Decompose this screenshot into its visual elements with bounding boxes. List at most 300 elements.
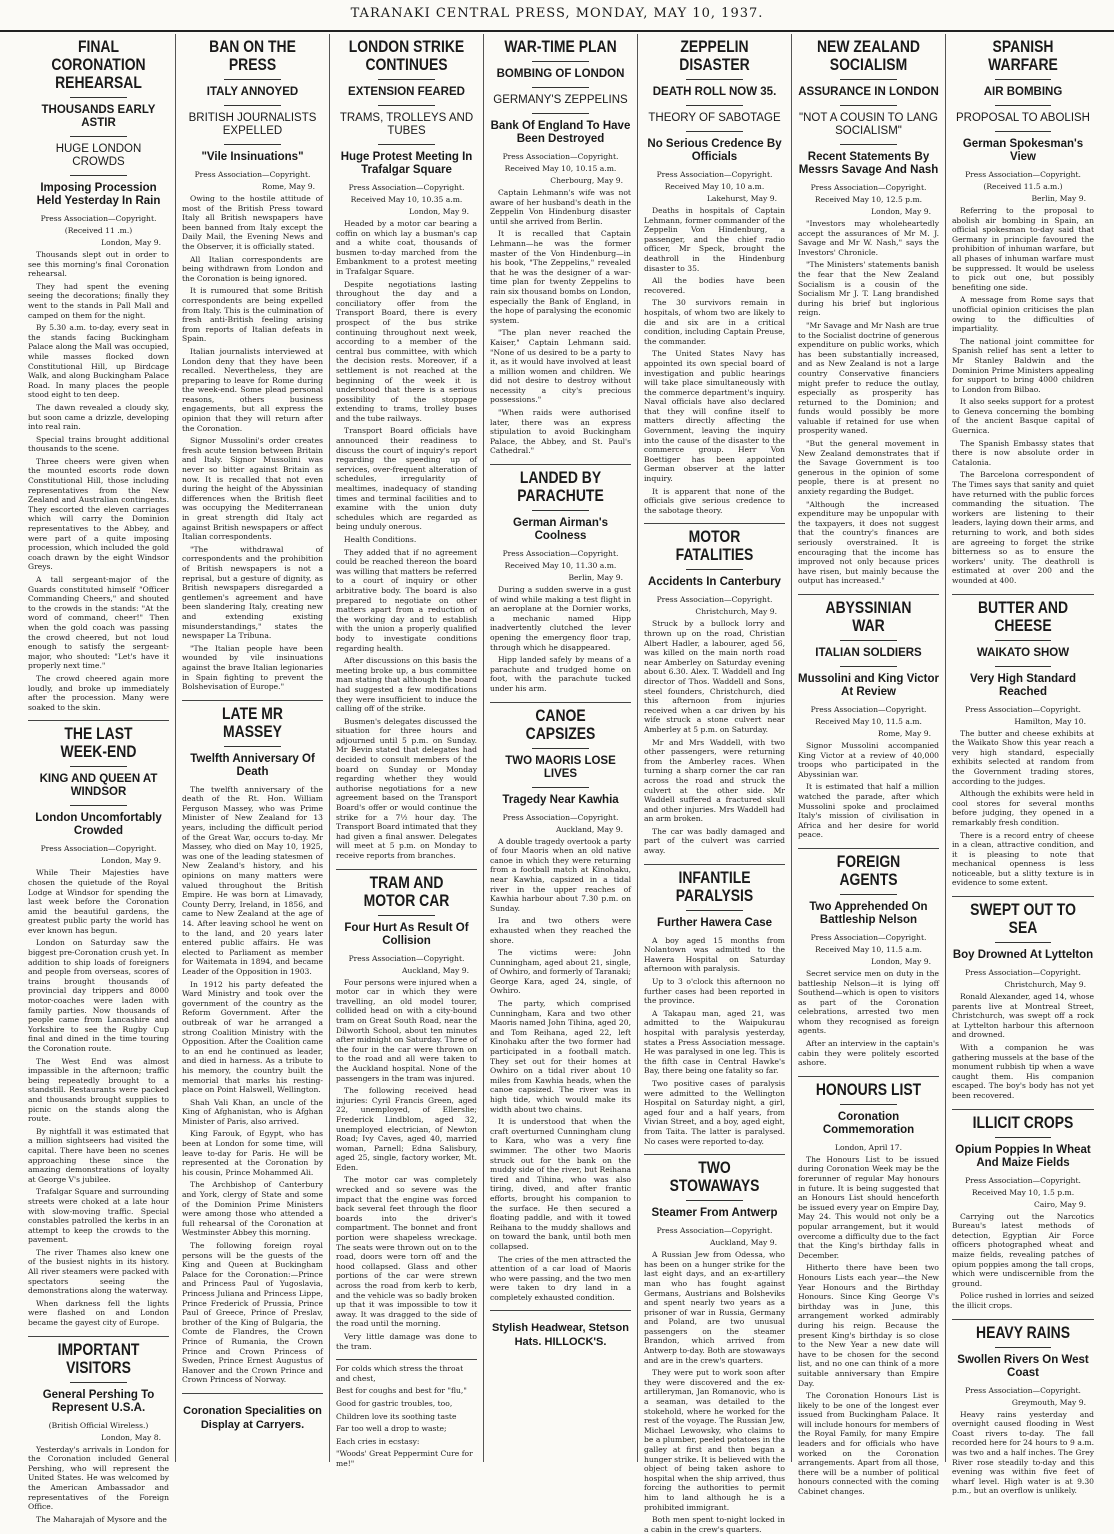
story [798, 1076, 939, 1497]
story-paragraph: "Mr Savage and Mr Nash are true to the Socialist doctrine of generous expenditure on public works, which has been substantially increased, and as New Zealand is not a large country Conservative financiers might prefer to reduce the outlay, especially as prosperity has returned to the Dominion; and funds would possibly be more valuable if retained for use when prosperity waned. [798, 320, 939, 436]
poem-line: Best for coughs and best for "flu," [336, 1386, 467, 1396]
story [490, 38, 631, 456]
story-headline: ABYSSINIAN WAR [825, 597, 912, 635]
story [644, 1154, 785, 1534]
story [490, 702, 631, 1303]
story-subhead: ITALIAN SOLDIERS [815, 646, 922, 659]
story-dateline: Auckland, May 9. [709, 1238, 777, 1248]
story-headline: SPANISH WARFARE [988, 37, 1058, 74]
poem-line: "Woods' Great Peppermint Cure for me!" [336, 1449, 473, 1468]
story-paragraph: The cries of the men attracted the attention of a car load of Maoris who were passing, and the two men were taken to dry land in a completely exhausted condition. [490, 1254, 631, 1302]
story-paragraph: Hitherto there have been two Honours Lists each year—the New Year Honours and the Birthday Honours. Since King George V's birthday was in June, this arrangement worked admirably during his reign. Because the present King's birthday is so close to the New Year a new date will have to be chosen for the second list, and no one can think of a more suitable anniversary than Empire Day. [798, 1263, 939, 1388]
story-paragraph: "When raids were authorised later, there was an express stipulation to avoid Buckingham Palace, the Abbey, and St. Paul's Cathedral." [490, 408, 631, 456]
story-paragraph: The following foreign royal persons will be the guests of the King and Queen at Buckingham Palace for the Coronation:—Prince and Princess Paul of Yugoslavia, Princess Juliana and Princess Lippe, Prince Frederick of Prussia, Prince Paul of Greece, Prince of Preslav, brother of the King of Bulgaria, the Comte de Flandres, the Crown Prince of Rumania, the Crown Prince and Crown Princess of Sweden, Prince Ernest Augustus of Hanover and the Crown Prince and Crown Princess of Norway. [182, 1241, 323, 1385]
story [28, 1336, 169, 1525]
story-headline: FOREIGN AGENTS [836, 851, 901, 889]
headline-rule [378, 915, 434, 916]
story-deck: Two Apprehended On Battleship Nelson [809, 900, 928, 926]
story-paragraph: After discussions on this basis the meeting broke up, a bus committee man stating that although the board had suggested a few modifications they were insufficient to induce the calling off of the strike. [336, 656, 477, 714]
headline-rule [995, 1137, 1052, 1138]
headline-rule [840, 1104, 896, 1105]
story-paragraph: The Spanish Embassy states that there is now absolute order in Catalonia. [952, 438, 1094, 467]
story-dateline: Press Association—Copyright. [965, 1385, 1081, 1395]
column-3 [330, 34, 484, 1468]
story-dateline: Christchurch, May 9. [1004, 980, 1086, 990]
story-dateline: Received May 10, 1.5 p.m. [971, 1187, 1075, 1197]
subhead-rule [532, 787, 588, 788]
story-paragraph: The United States Navy has appointed its own special board of investigation and public hearings will take place simultaneously with the commerce department's inquiry. Naval officials have also declared that they will confine itself to matters directly affecting the Government, leaving the inquiry into the cause of the disaster to the commerce group. Herr Von Boettiger has been appointed German observer at the latter inquiry. [644, 349, 785, 484]
story-dateline: (Received 11 .m.) [64, 226, 133, 235]
story [952, 38, 1094, 586]
story-headline: WAR-TIME PLAN [504, 37, 617, 56]
story-paragraph: Busmen's delegates discussed the situation for three hours and adjourned until 5 p.m. on Sunday. Mr Bevin stated that delegates had decided to consult members of the board on Sunday or Monday regarding whether they would authorise negotiations for a new agreement based on the Transport Board's offer or would continue the strike for a 7½ hour day. The Transport Board intimated that they had given a final answer. Delegates will meet at 5 p.m. on Monday to receive reports from branches. [336, 716, 477, 860]
headline-rule [840, 79, 896, 80]
story-dateline: London, May 8. [101, 1432, 161, 1442]
story-dateline: Press Association—Copyright. [810, 183, 927, 192]
headline-rule [686, 569, 742, 570]
divider [490, 1310, 631, 1311]
story-dateline: London, May 9. [101, 238, 161, 247]
story-paragraph: They added that if no agreement could be reached thereon the board was willing that matters be referred to a court of inquiry or other arbitrative body. The board is also prepared to negotiate on other matters apart from a reduction of the working day and to establish with the union a properly qualified body to investigate conditions regarding health. [336, 547, 477, 653]
story-dateline: Greymouth, May 9. [1011, 1397, 1086, 1407]
story-dateline: Received May 10, 10.35 a.m. [350, 195, 463, 204]
story-paragraph: London on Saturday saw the biggest pre-Coronation crush yet. In addition to ship loads of foreigners and people from overseas, scores of trains brought thousands of provincial day trippers and 8000 motor-coaches were laden with family parties. Now thousands of people came from Lancashire and Yorkshire to see the Rugby Cup final and dined in the time touring the Coronation route. [28, 938, 169, 1053]
story-paragraph: Special trains brought additional thousands to the scene. [28, 434, 169, 454]
story-dateline: Cherbourg, May 9. [550, 176, 623, 185]
divider [952, 896, 1094, 897]
story-paragraph: With a companion he was gathering mussels at the base of the monument rubbish tip when a wave caught them. His companion escaped. The boy's body has not yet been recovered. [952, 1043, 1094, 1100]
story-headline: HONOURS LIST [815, 1079, 922, 1099]
column-1 [22, 34, 176, 1524]
divider [952, 594, 1094, 595]
story-paragraph: "The withdrawal of correspondents and the prohibition of British newspapers is not a reprisal, but a gesture of dignity, as British newspapers disregarded a gentlemen's agreement and have been slandering Italy, creating new and extending existing misunderstandings," states the newspaper La Tribuna. [182, 544, 323, 641]
divider [182, 700, 323, 701]
story-paragraph: The Honours List to be issued during Coronation Week may be the forerunner of regular May honours in future. It is being suggested that an Honours List should henceforth be issued every year on Empire Day, May 24. This would not only be a popular arrangement, but it would overcome a difficulty due to the fact that the King's birthday falls in December. [798, 1154, 939, 1260]
divider [798, 594, 939, 595]
story-paragraph: The dawn revealed a cloudy sky, but soon came a drizzle, developing into real rain. [28, 402, 169, 432]
story-headline: TWO STOWAWAYS [669, 1158, 760, 1196]
story-paragraph: Signor Mussolini accompanied King Victor at a review of 40,000 troops who participated in the Abyssinian war. [798, 740, 939, 779]
story-paragraph: "Investors may wholeheartedly accept the assurances of Mr M. J. Savage and Mr W. Nash," says the Investors' Chronicle. [798, 219, 939, 257]
subhead-rule [686, 105, 742, 106]
headline-rule [532, 748, 588, 749]
story-subhead: ITALY ANNOYED [206, 86, 299, 98]
story-paragraph: By 5.30 a.m. to-day, every seat in the stands facing Buckingham Palace along the Mall was occupied, while masses flocked down Constitutional Hill, up Birdcage Walk, and along Buckingham Palace Road. In many places the people stood eight to ten deep. [28, 323, 169, 400]
story [798, 848, 939, 1068]
story-paragraph: They were put to work soon after they were discovered and the ex-artilleryman, Jan Romanovic, who is a seaman, was detailed to the stokehold, where he worked for the rest of the voyage. The Russian Jew, Michael Lewowsky, who claims to be a plumber, peeled potatoes in the galley at first and then began a hunger strike. It is believed with the object of being taken ashore to hospital when the ship arrived, thus forcing the authorities to permit him to land although he is a prohibited immigrant. [644, 1368, 785, 1512]
story-dateline: Received May 10, 11.5 a.m. [815, 944, 922, 954]
story-paragraph: The butter and cheese exhibits at the Waikato Show this year reach a very high standard, especially exhibits selected at random from the Government trading stores, according to the judges. [952, 728, 1094, 786]
column-6 [792, 34, 946, 1497]
story-deck: Swollen Rivers On West Coast [957, 1353, 1089, 1379]
headline-rule [378, 79, 434, 80]
story-paragraph: Yesterday's arrivals in London for the Coronation included General Pershing, who will represent the United States. He was welcomed by the American Ambassador and representatives of the Foreign Office. [28, 1444, 169, 1512]
story-dateline: Lakehurst, May 9. [706, 194, 777, 203]
story-dateline: Press Association—Copyright. [502, 812, 619, 822]
story-dateline: Hamilton, May 10. [1014, 716, 1086, 726]
story-paragraph: Health Conditions. [344, 535, 417, 544]
divider [490, 464, 631, 465]
story-paragraph: All the bodies have been recovered. [644, 276, 785, 295]
divider [798, 848, 939, 849]
story-dateline: Press Association—Copyright. [194, 170, 311, 179]
divider [28, 720, 169, 721]
story-headline: NEW ZEALAND SOCIALISM [816, 37, 920, 74]
story-headline: FINAL CORONATION REHEARSAL [51, 37, 146, 92]
story-paragraph: Ira and two others were exhausted when they reached the shore. [490, 916, 631, 945]
story-subhead: TRAMS, TROLLEYS AND TUBES [339, 112, 474, 137]
story-dateline: (British Official Wireless.) [48, 1420, 149, 1430]
story-dateline: Berlin, May 9. [568, 573, 623, 583]
story-deck: No Serious Credence By Officials [647, 138, 782, 163]
headline-rule [840, 640, 896, 641]
story-paragraph: In 1912 his party defeated the Ward Ministry and took over the government of the country as the Reform Government. After the outbreak of war he arranged a strong Coalition Ministry with the Opposition. After the Coalition came to an end he continued as leader, and died in harness. As a tribute to his memory, the country built the memorial that marks his resting-place on Point Halswell, Wellington. [182, 979, 323, 1095]
story [952, 594, 1094, 889]
story-dateline: Christchurch, May 9. [695, 607, 777, 617]
story-paragraph: Transport Board officials have announced their readiness to discuss the court of inquiry's report regarding the speeding up of services, over-frequent alteration of schedules, irregularity of mealtimes, inadequacy of standing times and terminal facilities and to examine with the union duty schedules which are regarded as being unduly onerous. [336, 426, 477, 532]
story-deck: Mussolini and King Victor At Review [798, 672, 939, 698]
story-paragraph: Two positive cases of paralysis were admitted to the Wellington Hospital on Saturday night, a girl, aged four and a half years, from Vivian Street, and a boy, aged eight, from Taita. The latter is paralysed. No cases were reported to-day. [644, 1078, 785, 1146]
story-headline: IMPORTANT VISITORS [57, 1339, 140, 1377]
story-headline: TRAM AND MOTOR CAR [363, 872, 450, 910]
story-paragraph: Struck by a bullock lorry and thrown up on the road, Christian Albert Hadler, a labourer, aged 56, was killed on the main north road near Amberley on Saturday evening about 6.30. Alex. T. Waddell and Ing director of Thos. Waddell and Sons, steel founders, Christchurch, died this afternoon from injuries received when a car driven by his wife struck a stone culvert near Amberley at 5 p.m. on Saturday. [644, 619, 785, 734]
story-dateline: London, April 17. [835, 1142, 902, 1152]
story-paragraph: Carrying out the Narcotics Bureau's latest methods of detection, Egyptian Air Force officers photographed wheat and maize fields, revealing patches of opium poppies among the tall crops, which were undiscernible from the ground. [952, 1211, 1094, 1288]
story-deck: London Uncomfortably Crowded [35, 812, 162, 838]
story [798, 594, 939, 840]
story-deck: Coronation Commemoration [822, 1110, 915, 1136]
story-paragraph: The Archbishop of Canterbury and York, clergy of State and some of the Dominion Prime Ministers were among those who attended a full rehearsal of the Coronation at Westminster Abbey this morning. [182, 1180, 323, 1238]
headline-rule [840, 894, 896, 895]
story-dateline: Rome, May 9. [261, 182, 315, 191]
story-dateline: Press Association—Copyright. [656, 1226, 773, 1236]
peppermint-cure-ad [336, 1359, 477, 1468]
headline-rule [532, 510, 588, 511]
story-headline: BUTTER AND CHEESE [977, 597, 1069, 635]
divider [644, 864, 785, 865]
story-dateline: Received May 10, 12.5 p.m. [814, 195, 923, 204]
story-deck: German Spokesman's View [962, 138, 1084, 163]
column-7 [946, 34, 1100, 1496]
story-headline: ILLICIT CROPS [972, 1112, 1074, 1132]
headline-rule [995, 942, 1052, 943]
story-subhead: WAIKATO SHOW [976, 646, 1070, 659]
subhead-rule [224, 144, 280, 145]
story-dateline: London, May 9. [871, 956, 931, 966]
story-dateline: (Received 11.5 a.m.) [983, 182, 1063, 191]
poem-line: Children love its soothing taste [336, 1411, 457, 1421]
story-deck: Steamer From Antwerp [651, 1207, 778, 1220]
column-5 [638, 34, 792, 1534]
story-paragraph: A Russian Jew from Odessa, who has been on a hunger strike for the last eight days, and an ex-artillery man who has fought against Germans, Austrians and Bolsheviks and spent nearly two years as a prisoner of war in Russia, Germany and Poland, are two unusual passengers on the steamer Brandon, which arrived from Antwerp to-day. Both are stowaways and are in the crew's quarters. [644, 1250, 785, 1365]
story-paragraph: A tall sergeant-major of the Guards constituted himself "Officer Commanding Cheers," and shouted to the crowds in the stands: "At the word of command, cheer!" Then when the gold coach was passing the crowd cheered, but not loud enough to satisfy the sergeant-major, who shouted: "Let's have it properly next time." [28, 575, 169, 671]
story-subhead: HUGE LONDON CROWDS [55, 143, 142, 168]
story-deck: Accidents In Canterbury [648, 576, 781, 589]
story-paragraph: Both men spent to-night locked in a cabin in the crew's quarters. [644, 1515, 785, 1534]
story-subhead: AIR BOMBING [983, 86, 1063, 98]
story-dateline: Received May 10, 10.15 a.m. [504, 164, 617, 173]
subhead-rule [995, 131, 1052, 132]
story-dateline: Press Association—Copyright. [965, 170, 1081, 179]
poem-line: Good for gastric troubles, too, [336, 1398, 453, 1408]
story-paragraph: Very little damage was done to the tram. [336, 1331, 477, 1351]
story-paragraph: Although the exhibits were held in cool stores for several months before judging, they opened in a remarkably fresh condition. [952, 789, 1094, 827]
story-paragraph: While Their Majesties have chosen the quietude of the Royal Lodge at Windsor for spending the last week before the Coronation amid the beautiful gardens, the greatest public party the world has ever known has begun. [28, 868, 169, 935]
story-paragraph: Deaths in hospitals of Captain Lehmann, former commander of the Zeppelin Von Hindenburg, a passenger, and the chief radio officer, Mr Speck, brought the deathroll in the Hindenburg disaster to 35. [644, 206, 785, 273]
story-deck: Further Hawera Case [656, 916, 773, 929]
story-deck: Bank Of England To Have Been Destroyed [490, 120, 631, 145]
story-paragraph: It is understood that when the craft overturned Cunningham clung to Kara, who was a very fine swimmer. The other two Maoris struck out for the bank on the muddy side of the river, but Reihana tired and Tihina, who was also tiring, dived, and after frantic efforts, brought his companion to the surface. He then secured a floating paddle, and with it towed Reihana to the muddy shallows and on toward the bank, until both men collapsed. [490, 1117, 631, 1251]
subhead-rule [378, 105, 434, 106]
headline-rule [995, 1347, 1052, 1348]
story-paragraph: The motor car was completely wrecked and so severe was the impact that the engine was forced back several feet through the floor boards into the driver's compartment. The bonnet and front portion were shapeless wreckage. The seats were thrown out on to the road, doors were torn off and the hood collapsed. Glass and other portions of the car were strewn across the road from kerb to kerb, and the vehicle was so badly broken up that it was impossible to tow it away. It was dragged to the side of the road until the morning. [336, 1175, 477, 1329]
story-paragraph: Ronald Alexander, aged 14, whose parents live at Montreal Street, Christchurch, was swept off a rock at Lyttelton harbour this afternoon and drowned. [952, 992, 1094, 1040]
story [952, 896, 1094, 1101]
story-deck: German Airman's Coolness [513, 517, 608, 543]
story-subhead: TWO MAORIS LOSE LIVES [505, 754, 616, 780]
story-paragraph: There is a record entry of cheese in a clean, attractive condition, and it is pleasing to note that mechanical openness is less noticeable, but a slitty texture is in evidence to some extent. [952, 830, 1094, 888]
story-deck: Imposing Procession Held Yesterday In Rain [36, 182, 161, 207]
story-paragraph: Thousands slept out in order to see this morning's final Coronation rehearsal. [28, 250, 169, 279]
story-dateline: Press Association—Copyright. [40, 844, 157, 854]
divider [336, 869, 477, 870]
story-subhead: "NOT A COUSIN TO LANG SOCIALISM" [799, 112, 938, 137]
story-paragraph: Referring to the proposal to abolish air bombing in Spain, an official spokesman to-day said that Germany in principle favoured the prohibition of inhuman warfare, but all phases of inhuman warfare must be suppressed. It would be useless to pick out one, but possibly benefiting one side. [952, 206, 1094, 292]
story-paragraph: The Maharajah of Mysore and the [36, 1514, 167, 1524]
story-paragraph: The 30 survivors remain in hospitals, of whom two are likely to die and six are in a critical condition, including Captain Preuse, the commander. [644, 298, 785, 346]
story [28, 720, 169, 1327]
story-dateline: Press Association—Copyright. [656, 595, 773, 605]
story-deck: Tragedy Near Kawhia [502, 793, 619, 806]
story [336, 869, 477, 1352]
story-paragraph: They had spent the evening seeing the decorations; finally they went to the stands in Pall Mall and camped on them for the night. [28, 281, 169, 320]
subhead-rule [995, 105, 1052, 106]
story-paragraph: Four persons were injured when a motor car in which they were travelling, an old model tourer, collided head on with a city-bound tram on Great South Road, near the Dilworth School, about ten minutes after midnight on Saturday. Three of the four in the car were thrown on to the road and all were taken to the Auckland hospital. None of the passengers in the tram was injured. [336, 977, 477, 1083]
subhead-rule [686, 131, 742, 132]
story [28, 38, 169, 712]
column-2 [176, 34, 330, 1462]
story-headline: HEAVY RAINS [976, 1322, 1070, 1342]
divider [644, 1154, 785, 1155]
story-subhead: PROPOSAL TO ABOLISH [955, 112, 1090, 124]
story-subhead: BOMBING OF LONDON [496, 68, 625, 80]
divider [952, 1109, 1094, 1110]
story-paragraph: It also seeks support for a protest to Geneva concerning the bombing of the ancient Basque capital of Guernica. [952, 397, 1094, 436]
story-paragraph: King Farouk, of Egypt, who has been at London for some time, will leave to-day for Paris. He will be represented at the Coronation by his cousin, Prince Mohammed Ali. [182, 1129, 323, 1177]
divider [798, 1076, 939, 1077]
story-paragraph: It is recalled that Captain Lehmann—he was the former master of the Von Hindenburg—in his book, "The Zeppelins," revealed that he was the designer of a war-time plan for twenty Zeppelins to rain six thousand bombs on London, especially the Bank of England, in the hope of paralysing the economic system. [490, 229, 631, 325]
headline-rule [70, 766, 126, 767]
story-paragraph: Despite negotiations lasting throughout the day and a conciliatory offer from the Transport Board, there is every prospect of the bus strike continuing throughout next week, according to a member of the central bus committee, with which the decision rests. Moreover, if a settlement is not reached at the beginning of the week it is understood that there is a serious possibility of the stoppage extending to trams, trolley buses and the tube railways. [336, 279, 477, 423]
story [644, 523, 785, 855]
story-subhead: ASSURANCE IN LONDON [798, 86, 939, 98]
story-paragraph: "The plan never reached the Kaiser," Captain Lehmann said. "None of us desired to be a party to it, as it would have involved at least a million women and children. We did not desire to destroy without necessity a city's precious possessions." [490, 328, 631, 405]
story-headline: INFANTILE PARALYSIS [675, 867, 754, 905]
story-paragraph: "The Italian people have been wounded by vile insinuations against the brave Italian legionaries in Spain fighting to prevent the Bolshevisation of Europe." [182, 643, 323, 692]
story-headline: BAN ON THE PRESS [209, 37, 296, 74]
story-paragraph: Headed by a motor car bearing a coffin on which lay a busman's cap and a white coat, thousands of busmen to-day marched from the Embankment to a protest meeting in Trafalgar Square. [336, 219, 477, 276]
story [182, 700, 323, 1385]
subhead-rule [70, 175, 126, 176]
story-deck: Huge Protest Meeting In Trafalgar Square [340, 151, 473, 176]
divider [644, 523, 785, 524]
headline-rule [686, 79, 742, 80]
subhead-rule [840, 666, 896, 667]
story [952, 1109, 1094, 1311]
story [952, 1319, 1094, 1496]
story-paragraph: The Barcelona correspondent of The Times says that sanity and quiet have returned with the public forces commanding the situation. The workers are listening to their leaders, laying down their arms, and returning to work, and both sides are agreeing to forget the strike bitterness so as to ensure the workers' unity. The deathroll is estimated at over 200 and the wounded at 400. [952, 470, 1094, 585]
story-paragraph: The river Thames also knew one of the busiest nights in its history. All river steamers were packed with spectators seeing the demonstrations along the waterway. [28, 1247, 169, 1296]
divider [490, 702, 631, 703]
story-paragraph: Up to 3 o'clock this afternoon no further cases had been reported in the province. [644, 977, 785, 1006]
story-paragraph: Secret service men on duty in the battleship Nelson—it is lying off Southend—which is open to visitors as part of the Coronation celebrations, arrested two men whom they recognised as foreign agents. [798, 968, 939, 1036]
story-dateline: London, May 9. [871, 207, 931, 216]
story-deck: General Pershing To Represent U.S.A. [42, 1388, 155, 1414]
story-subhead: DEATH ROLL NOW 35. [652, 86, 777, 98]
headline-rule [224, 746, 280, 747]
story-paragraph: Trafalgar Square and surrounding streets were choked at a late hour with slow-moving traffic. Special constables patrolled the kerbs in an attempt to keep the crowds to the pavement. [28, 1187, 169, 1245]
story-dateline: Press Association—Copyright. [348, 183, 465, 192]
story-paragraph: The twelfth anniversary of the death of the Rt. Hon. William Ferguson Massey, who was Prime Minister of New Zealand for 13 years, including the difficult period of the Great War, occurs to-day. Mr Massey, who died on May 10, 1925, was one of the leading statesmen of New Zealand's history, and his opinions on many matters were valued throughout the British Empire. He was born at Limavady, County Derry, Ireland, in 1856, and came to New Zealand at the age of 14. After leaving school he went on to the land, and 20 years later entered public affairs. He was elected to Parliament as member for Waitemata in 1894, and became Leader of the Opposition in 1903. [182, 784, 323, 976]
story-deck: Opium Poppies In Wheat And Maize Fields [955, 1143, 1091, 1169]
story-dateline: Received May 10, 10 a.m. [664, 182, 765, 191]
subhead-rule [840, 105, 896, 106]
story-dateline: Received May 10, 11.30 a.m. [504, 561, 617, 571]
story-dateline: Press Association—Copyright. [502, 549, 619, 559]
story-dateline: Press Association—Copyright. [40, 214, 157, 223]
story-paragraph: Hipp landed safely by means of a parachute and trudged home on foot, with the parachute tucked under his arm. [490, 655, 631, 693]
story-paragraph: A boy aged 15 months from Nolantown was admitted to the Hawera Hospital on Saturday afternoon with paralysis. [644, 935, 785, 974]
column-4 [484, 34, 638, 1462]
story-dateline: Press Association—Copyright. [810, 704, 927, 714]
story-deck: Twelfth Anniversary Of Death [190, 752, 315, 778]
story-paragraph: Shah Vali Khan, an uncle of the King of Afghanistan, who is Afghan Minister of Paris, also arrived. [182, 1097, 323, 1126]
story-paragraph: During a sudden swerve in a gust of wind while making a test flight in an aeroplane at the Dornier works, a mechanic named Hipp inadvertently clutched the lever opening the emergency floor trap, through which he disappeared. [490, 585, 631, 652]
headline-rule [532, 61, 588, 62]
story-subhead: GERMANY'S ZEPPELINS [493, 94, 628, 106]
story-subhead: THOUSANDS EARLY ASTIR [41, 104, 156, 129]
story-paragraph: After an interview in the captain's cabin they were politely escorted ashore. [798, 1039, 939, 1068]
story-paragraph: Three cheers were given when the mounted escorts rode down Constitutional Hill, those including representatives from the New Zealand and Australian contingents. They escorted the eleven carriages which will carry the Dominion representatives to the Abbey, and were part of a quite imposing procession, which included the gold coach drawn by the eight Windsor Greys. [28, 456, 169, 572]
masthead: TARANAKI CENTRAL PRESS, MONDAY, MAY 10, 1937. [0, 0, 1114, 32]
story-paragraph: "But the general movement in New Zealand demonstrates that if the Savage Government is too generous in the opinion of some people, there is at present no anxiety regarding the Budget. [798, 439, 939, 497]
story-deck: Boy Drowned At Lyttelton [952, 949, 1094, 962]
subhead-rule [70, 136, 126, 137]
columns-container [22, 34, 1102, 1534]
story-headline: MOTOR FATALITIES [675, 527, 754, 565]
story-dateline: London, May 9. [409, 207, 469, 216]
story-subhead: EXTENSION FEARED [348, 86, 465, 98]
story-dateline: London, May 9. [101, 856, 161, 866]
subhead-rule [378, 144, 434, 145]
subhead-rule [70, 805, 126, 806]
story-headline: THE LAST WEEK-END [60, 724, 137, 762]
story-paragraph: "Although the increased expenditure may be unpopular with the taxpayers, it does not suggest that the country's finances are seriously overstrained. It is encouraging that the income has improved not only because prices have risen, but mainly because the output has increased." [798, 499, 939, 586]
story-dateline: Press Association—Copyright. [810, 932, 927, 942]
story-dateline: Press Association—Copyright. [965, 968, 1081, 978]
story-paragraph: Police rushed in lorries and seized the illicit crops. [952, 1291, 1094, 1310]
story-subhead: BRITISH JOURNALISTS EXPELLED [188, 112, 317, 137]
story-paragraph: Italian journalists interviewed at London deny that they have been recalled. Nevertheless, they are preparing to leave for Rome during the week-end. Some plead personal reasons, others business engagements, but all express the opinion that they will return after the Coronation. [182, 346, 323, 433]
story-subhead: THEORY OF SABOTAGE [648, 112, 781, 124]
headline-rule [70, 97, 126, 98]
headline-rule [224, 79, 280, 80]
story-headline: CANOE CAPSIZES [525, 705, 596, 743]
story-subhead: KING AND QUEEN AT WINDSOR [39, 773, 158, 799]
story-headline: LATE MR MASSEY [222, 703, 283, 741]
story-deck: Very High Standard Reached [969, 672, 1077, 698]
story [644, 38, 785, 515]
story-dateline: Auckland, May 9. [555, 824, 623, 834]
advertisement: Coronation Specialities on Display at Carryers. [183, 1404, 322, 1431]
story [490, 464, 631, 694]
story-paragraph: A double tragedy overtook a party of four Maoris when an old native canoe in which they were returning from a football match at Kinohaku, near Kawhia, capsized in a tidal river in the upper reaches of Kawhia harbour about 7.30 p.m. on Sunday. [490, 836, 631, 913]
story [644, 864, 785, 1146]
story-paragraph: A Takapau man, aged 21, was admitted to the Waipukurau hospital with paralysis yesterday, states a Press Association message. He was paralysed in one leg. This is the fifth case in Central Hawke's Bay, there being one fatality so far. [644, 1008, 785, 1076]
poem-line: For colds which stress the throat and chest, [336, 1364, 464, 1383]
story-paragraph: When darkness fell the lights were flashed on and London became the gayest city of Europe. [28, 1298, 169, 1328]
poem-line: Each cries in ecstasy: [336, 1436, 420, 1446]
story-paragraph: The Coronation Honours List is likely to be one of the longest ever issued from Buckingham Palace. It will include honours for members of the Royal Family, for many Empire leaders and for officials who have worked on the Coronation arrangements. Apart from all those, there will be a number of political honours connected with the coming Cabinet changes. [798, 1391, 939, 1497]
story-paragraph: Mr and Mrs Waddell, with two other passengers, were returning from the Amberley races. When turning a sharp corner the car ran across the road and struck the culvert at the other side. Mr Waddell suffered a fractured skull and other injuries. Mrs Waddell had an arm broken. [644, 737, 785, 824]
story-paragraph: The West End was almost impassible in the afternoon; traffic being repeatedly brought to a standstill. Restaurants were packed and thousands brought supplies to picnic on the stands along the route. [28, 1056, 169, 1124]
story-paragraph: Owing to the hostile attitude of most of the British Press toward Italy all British newspapers have been banned from Italy except the Daily Mail, the Evening News and the Observer, it is officially stated. [182, 194, 323, 251]
story-dateline: Berlin, May 9. [1031, 194, 1086, 203]
story-deck: Four Hurt As Result Of Collision [344, 921, 469, 947]
subhead-rule [532, 113, 588, 114]
story-deck: Recent Statements By Messrs Savage And Nash [798, 151, 939, 176]
headline-rule [995, 640, 1052, 641]
subhead-rule [532, 87, 588, 88]
story [182, 38, 323, 692]
story-paragraph: All Italian correspondents are being withdrawn from London and the Coronation is being ignored. [182, 254, 323, 283]
story-paragraph: The national joint committee for Spanish relief has sent a letter to Mr Stanley Baldwin and the Dominion Prime Ministers appealing for support to bring 4000 children to London from Bilbao. [952, 336, 1094, 394]
story-dateline: Cairo, May 9. [1033, 1199, 1086, 1209]
story-paragraph: Signor Mussolini's order creates fresh acute tension between Britain and Italy. Signor Mussolini was never so bitter against Britain as now. It is recalled that not even during the height of the Abyssinian differences when the British fleet was occupying the Mediterranean in great strength did Italy act against British newspapers or affect Italian correspondents. [182, 436, 323, 542]
story-paragraph: Captain Lehmann's wife was not aware of her husband's death in the Zeppelin Von Hindenburg disaster until she arrived from Berlin. [490, 188, 631, 226]
headline-rule [995, 79, 1052, 80]
story-paragraph: The crowd cheered again more loudly, and broke up immediately after the procession. Many were soaked to the skin. [28, 673, 169, 712]
story-dateline: Press Association—Copyright. [348, 953, 465, 963]
story-paragraph: It is apparent that none of the officials give serious credence to the sabotage theory. [644, 486, 785, 515]
story [336, 38, 477, 861]
story-headline: SWEPT OUT TO SEA [970, 900, 1076, 938]
story-dateline: Press Association—Copyright. [965, 704, 1081, 714]
subhead-rule [224, 105, 280, 106]
divider [28, 1336, 169, 1337]
divider [336, 1359, 477, 1360]
story [798, 38, 939, 586]
story-headline: LONDON STRIKE CONTINUES [348, 37, 465, 74]
story-paragraph: A message from Rome says that unofficial opinion criticises the plan owing to the difficulties of impartiality. [952, 295, 1094, 334]
story-paragraph: "The Ministers' statements banish the fear that the New Zealand Socialism is a cousin of the Socialism Mr J. T. Lang brandished during his brief but inglorious reign. [798, 260, 939, 318]
headline-rule [686, 910, 742, 911]
story-dateline: Rome, May 9. [877, 728, 931, 738]
story-dateline: Press Association—Copyright. [502, 152, 619, 161]
divider [182, 1393, 323, 1394]
story-paragraph: The victims were: John Cunningham, aged about 21, single, of Owhiro, and formerly of Taranaki; George Kara, aged 24, single, of Owhiro. [490, 948, 631, 996]
subhead-rule [995, 666, 1052, 667]
headline-rule [70, 1382, 126, 1383]
story-dateline: Received May 10, 11.5 a.m. [815, 716, 922, 726]
story-dateline: Auckland, May 9. [401, 965, 469, 975]
story-paragraph: Heavy rains yesterday and overnight caused flooding in West Coast rivers to-day. The fall recorded here for 24 hours to 9 a.m. was two and a half inches. The Grey River rose steadily to-day and this evening was within five feet of wharf level. High water is at 9.30 p.m., but an overflow is unlikely. [952, 1409, 1094, 1496]
advertisement: Stylish Headwear, Stetson Hats. HILLOCK'S. [492, 1322, 629, 1349]
story-paragraph: The following received head injuries: Cyril Francis Green, aged 22, unemployed, of Ellerslie; Frederick Lindblom, aged 32, unemployed electrician, of Newton Road; Ivy Caves, aged 40, married woman, Parnell; Edna Salisbury, aged 25, single, factory worker, Mt. Eden. [336, 1086, 477, 1172]
story-deck: "Vile Insinuations" [201, 151, 304, 163]
story-dateline: Press Association—Copyright. [965, 1175, 1081, 1185]
story-dateline: Press Association—Copyright. [656, 170, 773, 179]
